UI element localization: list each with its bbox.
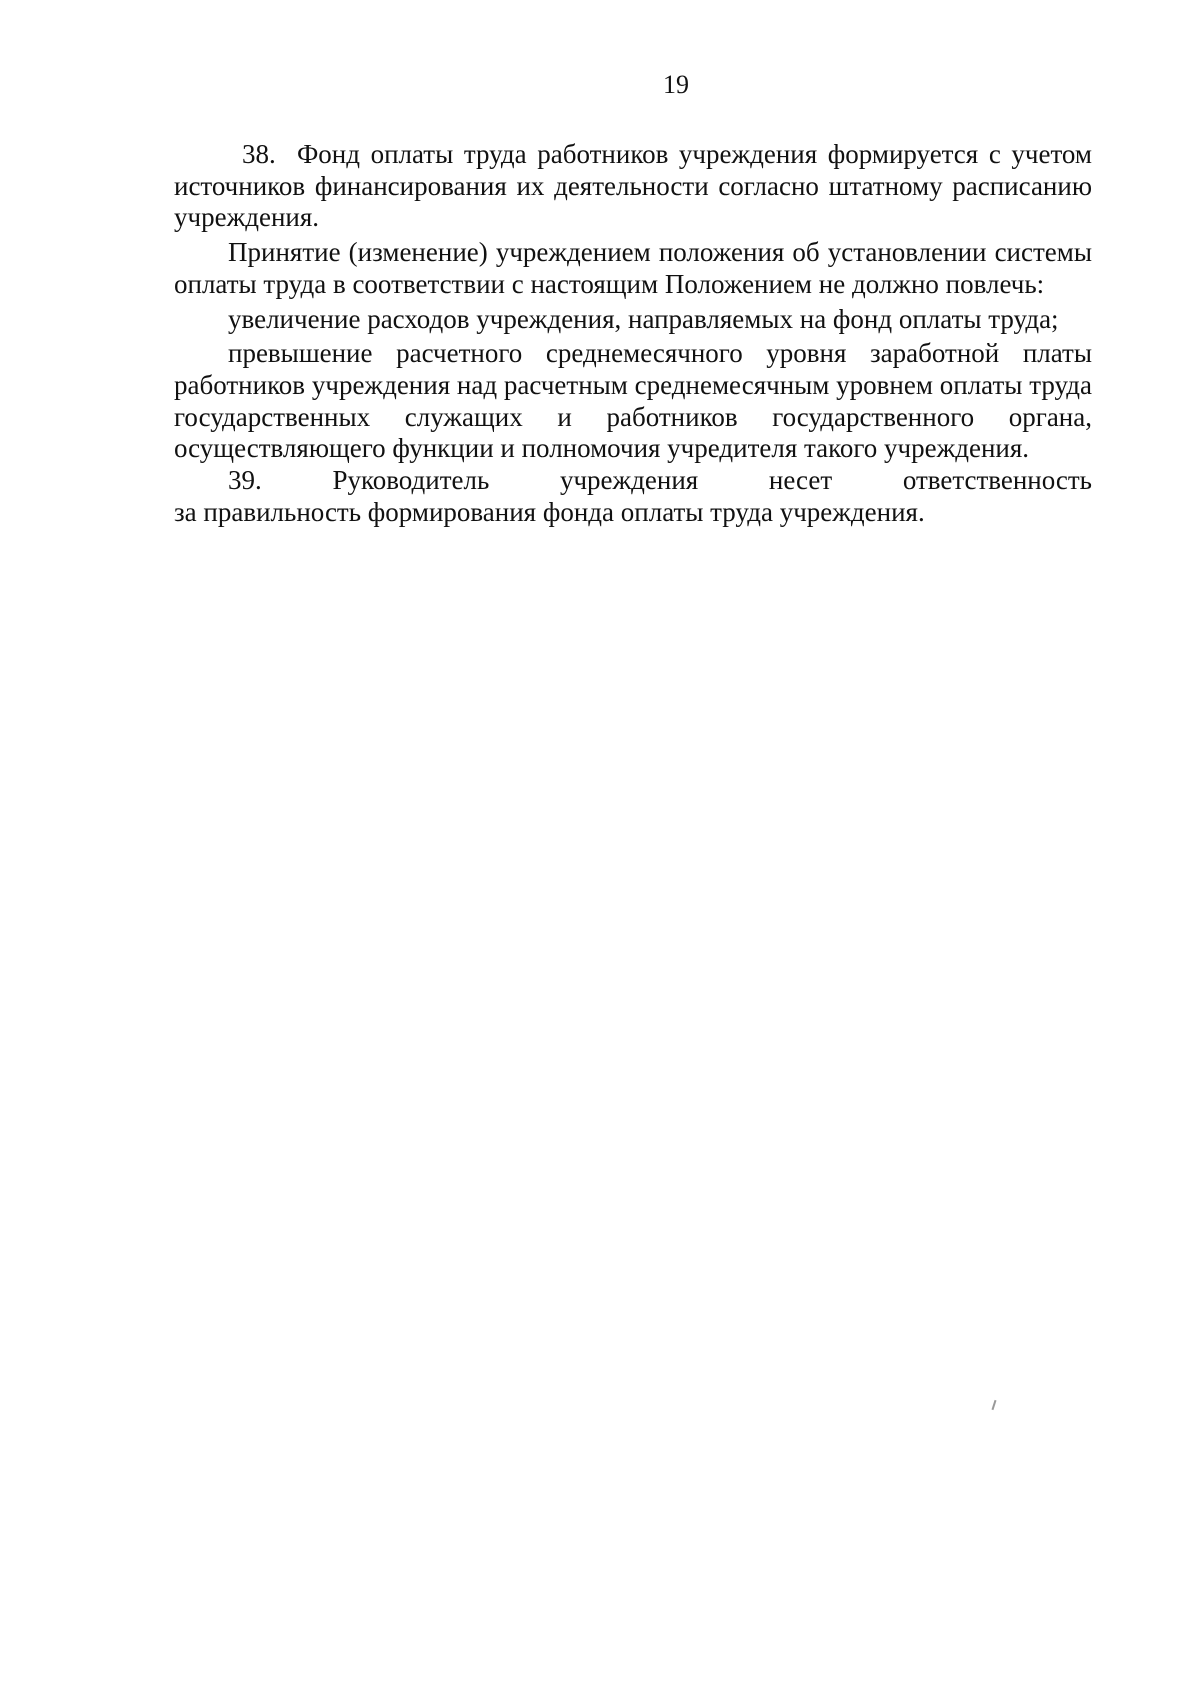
scan-artifact-mark	[992, 1400, 997, 1410]
paragraph-39-line-2: за правильность формирования фонда оплаты труда учреждения.	[174, 496, 925, 527]
paragraph-adoption: Принятие (изменение) учреждением положения об установлении системы оплаты труда в соответствии с настоящим Положением не должно повлечь:	[174, 237, 1092, 299]
paragraph-38: 38. Фонд оплаты труда работников учреждения формируется с учетом источников финансирования их деятельности согласно штатному расписанию учреждения.	[174, 139, 1092, 233]
paragraph-salary-excess: превышение расчетного среднемесячного уровня заработной платы работников учреждения над расчетным среднемесячным уровнем оплаты труда государственных служащих и работников государственного органа, осуществляющего функции и полномочия учредителя такого учреждения.	[174, 338, 1092, 464]
page-number: 19	[663, 70, 689, 99]
paragraph-expense-increase: увеличение расходов учреждения, направляемых на фонд оплаты труда;	[228, 303, 1059, 334]
paragraph-39-line-1: 39. Руководитель учреждения несет ответственность	[228, 465, 1092, 496]
document-body	[174, 139, 1092, 528]
